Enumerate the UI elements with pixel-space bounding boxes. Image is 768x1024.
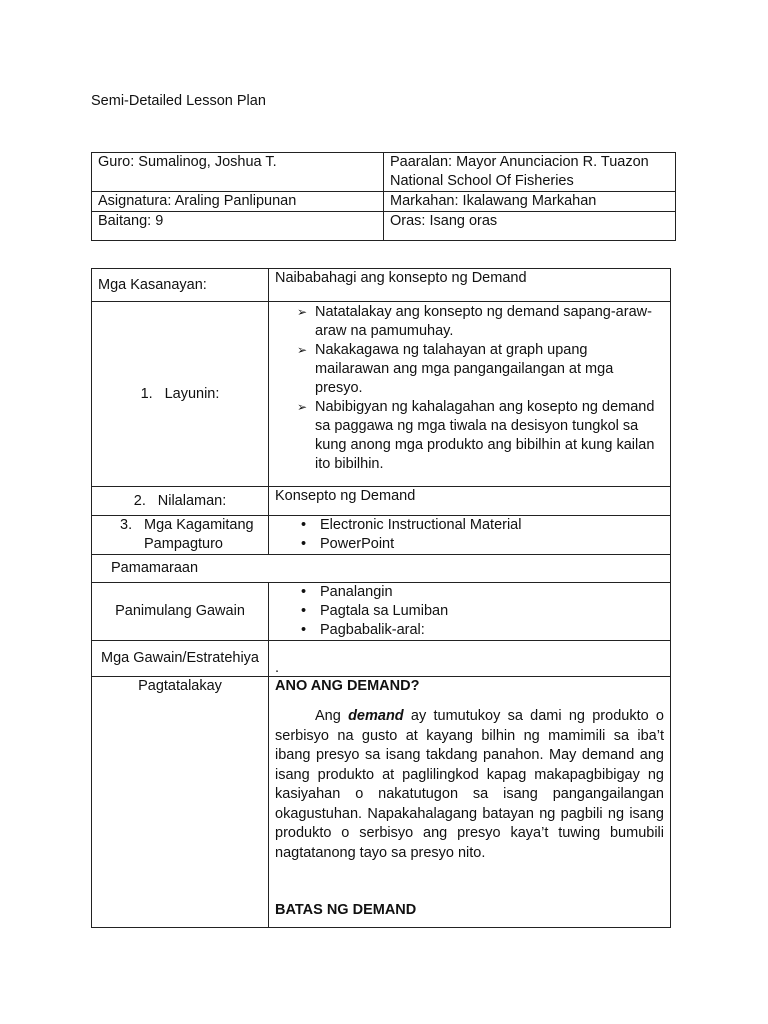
pamamaraan-row — [92, 555, 671, 583]
kagamitan-list-cell — [269, 516, 671, 555]
kasanayan-label: Mga Kasanayan: — [92, 269, 269, 302]
kasanayan-value: Naibabahagi ang konsepto ng Demand — [269, 269, 671, 302]
pagtatalakay-content — [269, 677, 671, 928]
gawain-value: . — [269, 641, 671, 677]
kagamitan-list — [275, 516, 664, 554]
panimula-row — [92, 583, 671, 641]
nilalaman-label: Nilalaman: — [157, 492, 227, 509]
lesson-plan-table — [91, 268, 671, 928]
baitang-cell: Baitang: 9 — [92, 212, 384, 241]
info-row — [92, 153, 676, 192]
para-pre: Ang — [315, 708, 349, 724]
pamamaraan-label: Pamamaraan — [92, 555, 671, 583]
nilalaman-value: Konsepto ng Demand — [269, 487, 671, 516]
nilalaman-row — [92, 487, 671, 516]
nilalaman-label-cell — [92, 487, 269, 516]
pagtatalakay-row — [92, 677, 671, 928]
info-row — [92, 212, 676, 241]
layunin-row — [92, 302, 671, 487]
layunin-label-cell — [92, 302, 269, 487]
pagtatalakay-label: Pagtatalakay — [92, 677, 269, 928]
demand-definition-paragraph — [275, 707, 664, 863]
panimula-list — [275, 583, 664, 640]
para-term: demand — [348, 708, 404, 724]
info-row — [92, 192, 676, 212]
panimula-label: Panimulang Gawain — [92, 583, 269, 641]
gawain-row — [92, 641, 671, 677]
ano-ang-demand-heading: ANO ANG DEMAND? — [275, 678, 420, 694]
kagamitan-label-cell — [92, 516, 269, 555]
kagamitan-row — [92, 516, 671, 555]
list-item: • Pagtala sa Lumiban — [275, 602, 664, 621]
document-title: Semi-Detailed Lesson Plan — [91, 93, 266, 109]
markahan-cell: Markahan: Ikalawang Markahan — [384, 192, 676, 212]
para-post: ay tumutukoy sa dami ng produkto o serbisyo na gusto at kayang bilhin ng mamimili sa iba’t ibang presyo sa isang takdang panahon. May demand ang isang produkto at paglilingkod kapag makapagbibigay ng kasiyahan o nakatutugon sa isang pangangailangan okagustuhan. Napakahalagang batayan ng pagbili ng isang produkto o serbisyo ang presyo kaya’t tuwing bumubili nagtatanong tayo sa presyo nito. — [275, 708, 664, 861]
guro-cell: Guro: Sumalinog, Joshua T. — [92, 153, 384, 192]
layunin-label: Layunin: — [164, 385, 220, 402]
layunin-number: 1. — [140, 385, 153, 402]
info-table — [91, 152, 676, 241]
nilalaman-number: 2. — [133, 492, 146, 509]
list-item: • Electronic Instructional Material — [275, 516, 664, 535]
list-item: ➢ Nakakagawa ng talahayan at graph upang mailarawan ang mga pangangailangan at mga presyo. — [275, 341, 664, 398]
list-item: • PowerPoint — [275, 535, 664, 554]
paaralan-cell: Paaralan: Mayor Anunciacion R. Tuazon National School Of Fisheries — [384, 153, 676, 192]
asignatura-cell: Asignatura: Araling Panlipunan — [92, 192, 384, 212]
oras-cell: Oras: Isang oras — [384, 212, 676, 241]
kagamitan-label: Mga Kagamitang Pampagturo — [144, 517, 254, 552]
list-item: • Panalangin — [275, 583, 664, 602]
gawain-label: Mga Gawain/Estratehiya — [92, 641, 269, 677]
layunin-list-cell — [269, 302, 671, 487]
kasanayan-row — [92, 269, 671, 302]
layunin-list — [275, 303, 664, 474]
list-item: • Pagbabalik-aral: — [275, 621, 664, 640]
batas-ng-demand-heading: BATAS NG DEMAND — [275, 902, 417, 918]
list-item: ➢ Nabibigyan ng kahalagahan ang kosepto ng demand sa paggawa ng mga tiwala na desisyon tungkol sa kung anong mga produkto ang bibilhin at kung kailan ito bibilhin. — [275, 398, 664, 474]
kagamitan-number: 3. — [120, 517, 133, 533]
list-item: ➢ Natatalakay ang konsepto ng demand sapang-araw-araw na pamumuhay. — [275, 303, 664, 341]
panimula-list-cell — [269, 583, 671, 641]
